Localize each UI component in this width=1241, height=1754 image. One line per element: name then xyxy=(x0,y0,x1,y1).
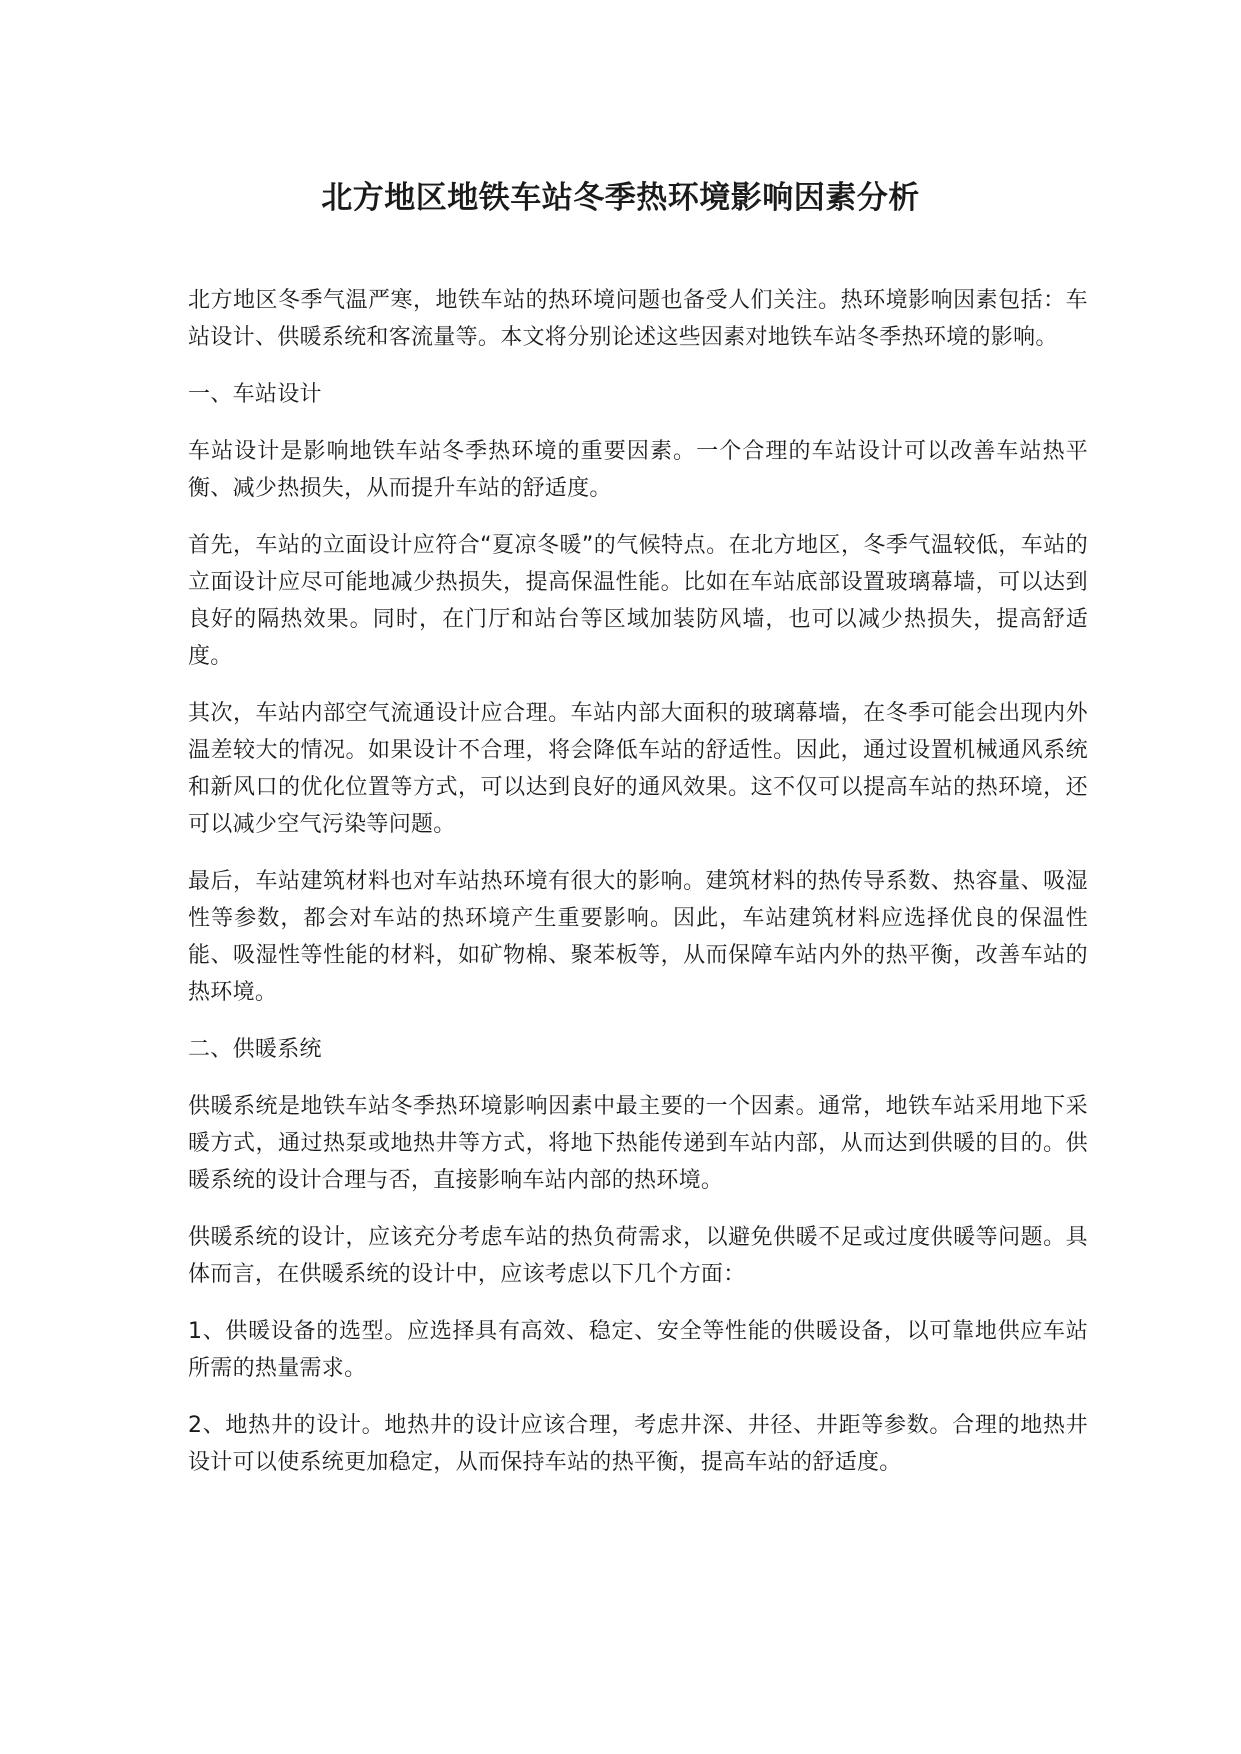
section-heading-station-design: 一、车站设计 xyxy=(188,382,322,407)
list-item: 1、供暖设备的选型。应选择具有高效、稳定、安全等性能的供暖设备，以可靠地供应车站所需的热量需求。 xyxy=(188,1319,1088,1381)
list-item: 2、地热井的设计。地热井的设计应该合理，考虑井深、井径、井距等参数。合理的地热井设计可以使系统更加稳定，从而保持车站的热平衡，提高车站的舒适度。 xyxy=(188,1413,1088,1475)
paragraph: 首先，车站的立面设计应符合“夏凉冬暖”的气候特点。在北方地区，冬季气温较低，车站的立面设计应尽可能地减少热损失，提高保温性能。比如在车站底部设置玻璃幕墙，可以达到良好的隔热效果。同时，在门厅和站台等区域加装防风墙，也可以减少热损失，提高舒适度。 xyxy=(188,533,1088,669)
section-heading-heating-system: 二、供暖系统 xyxy=(188,1037,322,1062)
intro-paragraph: 北方地区冬季气温严寒，地铁车站的热环境问题也备受人们关注。热环境影响因素包括：车站设计、供暖系统和客流量等。本文将分别论述这些因素对地铁车站冬季热环境的影响。 xyxy=(188,288,1088,350)
paragraph: 最后，车站建筑材料也对车站热环境有很大的影响。建筑材料的热传导系数、热容量、吸湿性等参数，都会对车站的热环境产生重要影响。因此，车站建筑材料应选择优良的保温性能、吸湿性等性能的材料，如矿物棉、聚苯板等，从而保障车站内外的热平衡，改善车站的热环境。 xyxy=(188,869,1088,1005)
paragraph: 供暖系统的设计，应该充分考虑车站的热负荷需求，以避免供暖不足或过度供暖等问题。具体而言，在供暖系统的设计中，应该考虑以下几个方面： xyxy=(188,1225,1088,1287)
document-title: 北方地区地铁车站冬季热环境影响因素分析 xyxy=(321,180,920,216)
paragraph: 车站设计是影响地铁车站冬季热环境的重要因素。一个合理的车站设计可以改善车站热平衡、减少热损失，从而提升车站的舒适度。 xyxy=(188,439,1088,501)
paragraph: 供暖系统是地铁车站冬季热环境影响因素中最主要的一个因素。通常，地铁车站采用地下采暖方式，通过热泵或地热井等方式，将地下热能传递到车站内部，从而达到供暖的目的。供暖系统的设计合理与否，直接影响车站内部的热环境。 xyxy=(188,1094,1088,1193)
document-body xyxy=(188,282,1088,1501)
paragraph: 其次，车站内部空气流通设计应合理。车站内部大面积的玻璃幕墙，在冬季可能会出现内外温差较大的情况。如果设计不合理，将会降低车站的舒适性。因此，通过设置机械通风系统和新风口的优化位置等方式，可以达到良好的通风效果。这不仅可以提高车站的热环境，还可以减少空气污染等问题。 xyxy=(188,701,1088,837)
